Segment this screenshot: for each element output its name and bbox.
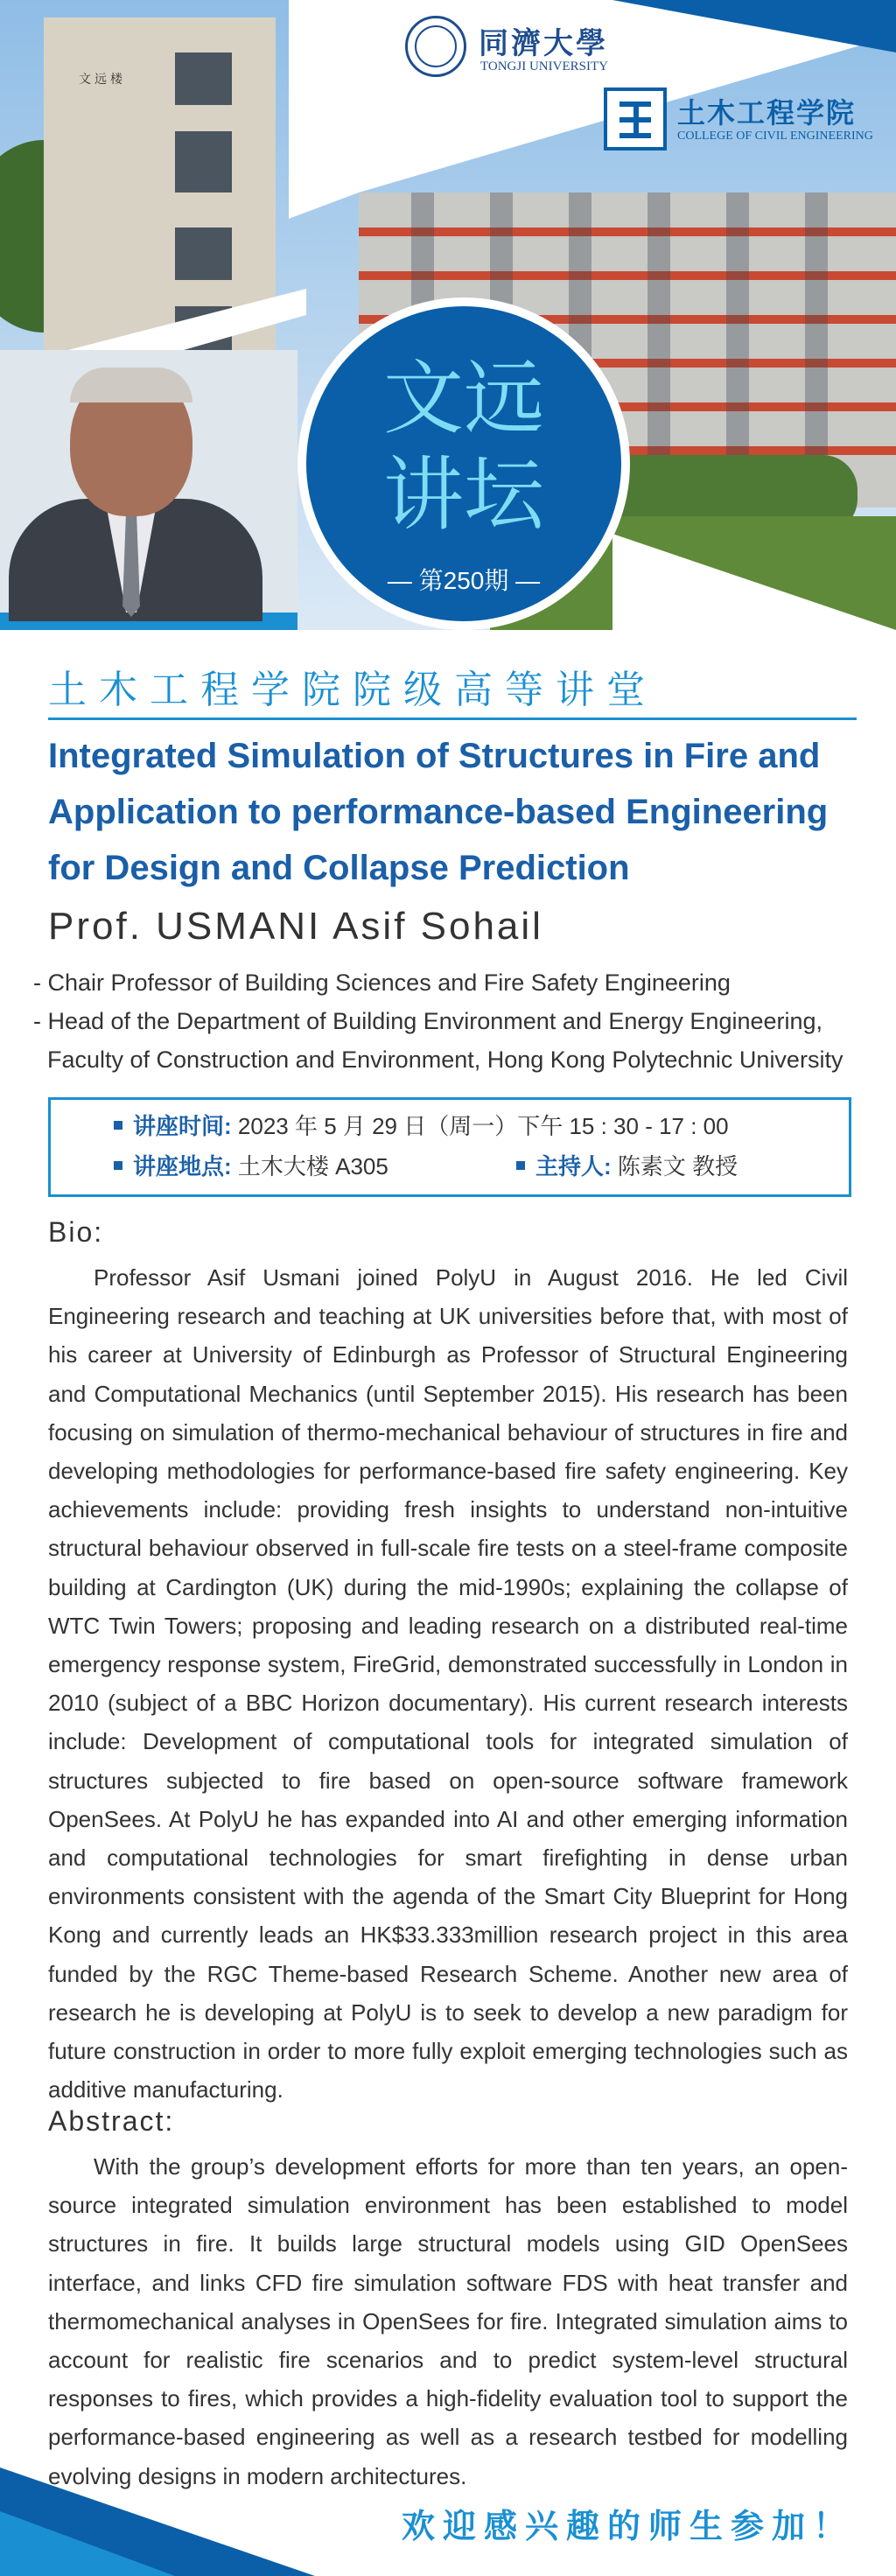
series-name-line2: 讲坛 — [382, 448, 544, 542]
closing-invitation: 欢迎感兴趣的师生参加！ — [401, 2507, 854, 2545]
header-banner — [0, 0, 896, 630]
host-row — [516, 1149, 738, 1184]
bio-text: Professor Asif Usmani joined PolyU in August 2016. He led Civil Engineering research and teaching at UK universities before that, with most of his career at University of Edinburgh as Professor of Structural Engineering and Computational Mechanics (until September 2015). His research has been focusing on simulation of thermo-mechanical behaviour of structures in fire and developing methodologies for performance-based fire safety engineering. Key achievements include: providing fresh insights to understand non-intuitive structural behaviour observed in full-scale fire tests on a steel-frame composite building at Cardington (UK) during the mid-1990s; explaining the collapse of WTC Twin Towers; proposing and leading research on a distributed real-time emergency response system, FireGrid, demonstrated successfully in London in 2010 (subject of a BBC Horizon documentary). His current research interests include: Development of computational tools for integrated simulation of structures subjected to fire based on open-source software framework OpenSees. At PolyU he has expanded into AI and other emerging information and computational technologies for smart firefighting in dense urban environments consistent with the agenda of the Smart City Blueprint for Hong Kong and currently leads an HK$33.333million research project in this area funded by the RGC Theme-based Research Scheme. Another new area of research he is developing at PolyU is to seek to develop a new paradigm for future construction in order to more fully exploit emerging technologies such as additive manufacturing. — [48, 1264, 848, 2104]
host-label: 主持人: — [536, 1153, 612, 1180]
affiliation-line: Faculty of Construction and Environment, Hong Kong Polytechnic University — [47, 1046, 844, 1073]
college-logo — [604, 88, 884, 158]
abstract-text: With the group’s development efforts for more than ten years, an open-source integrated simulation environment has been established to model structures in fire. It builds large structural models using GID OpenSees interface, and links CFD fire simulation software FDS with heat transfer and thermomechanical analyses in OpenSees for fire. Integrated simulation aims to account for realistic fire scenarios and to predict system-level structural responses to fires, which provides a high-fidelity evaluation tool to support the performance-based engineering as well as a research testbed for modelling evolving designs in modern architectures. — [48, 2153, 848, 2489]
lecture-info-box — [48, 1097, 851, 1197]
time-row — [114, 1109, 729, 1144]
college-name-en: COLLEGE OF CIVIL ENGINEERING — [677, 130, 873, 143]
place-value: 土木大楼 A305 — [237, 1153, 388, 1180]
building-sign: 文远楼 — [79, 72, 126, 86]
time-value: 2023 年 5 月 29 日（周一）下午 15 : 30 - 17 : 00 — [237, 1113, 729, 1139]
speaker-affiliations — [33, 963, 873, 1079]
abstract-heading: Abstract: — [48, 2105, 175, 2137]
university-seal-icon — [405, 16, 466, 77]
lecture-series-badge — [306, 306, 621, 621]
affiliation-line: - Chair Professor of Building Sciences and Fire Safety Engineering — [33, 970, 731, 996]
bio-heading: Bio: — [48, 1216, 104, 1248]
series-title: 土木工程学院院级高等讲堂 — [48, 668, 657, 712]
issue-number: — 第250期 — — [387, 567, 541, 594]
square-bullet-icon — [114, 1121, 122, 1130]
affiliation-line: - Head of the Department of Building Environment and Energy Engineering, — [33, 1008, 823, 1034]
host-value: 陈素文 教授 — [617, 1153, 738, 1180]
place-label: 讲座地点: — [133, 1153, 232, 1180]
series-name-line1: 文远 — [382, 352, 544, 445]
tongji-logo — [405, 16, 668, 77]
tongji-name-en: TONGJI UNIVERSITY — [480, 60, 608, 74]
time-label: 讲座时间: — [133, 1113, 232, 1139]
square-bullet-icon — [516, 1161, 525, 1170]
talk-title: Integrated Simulation of Structures in Fire and Application to performance-based Engineering for Design and Collapse Prediction — [48, 737, 829, 887]
college-name-cn: 土木工程学院 — [677, 96, 857, 130]
college-mark-icon — [604, 88, 667, 150]
tongji-name-cn: 同濟大學 — [479, 26, 608, 61]
place-row — [114, 1149, 388, 1184]
divider — [48, 718, 857, 720]
speaker-name: Prof. USMANI Asif Sohail — [48, 905, 543, 948]
square-bullet-icon — [114, 1161, 122, 1170]
